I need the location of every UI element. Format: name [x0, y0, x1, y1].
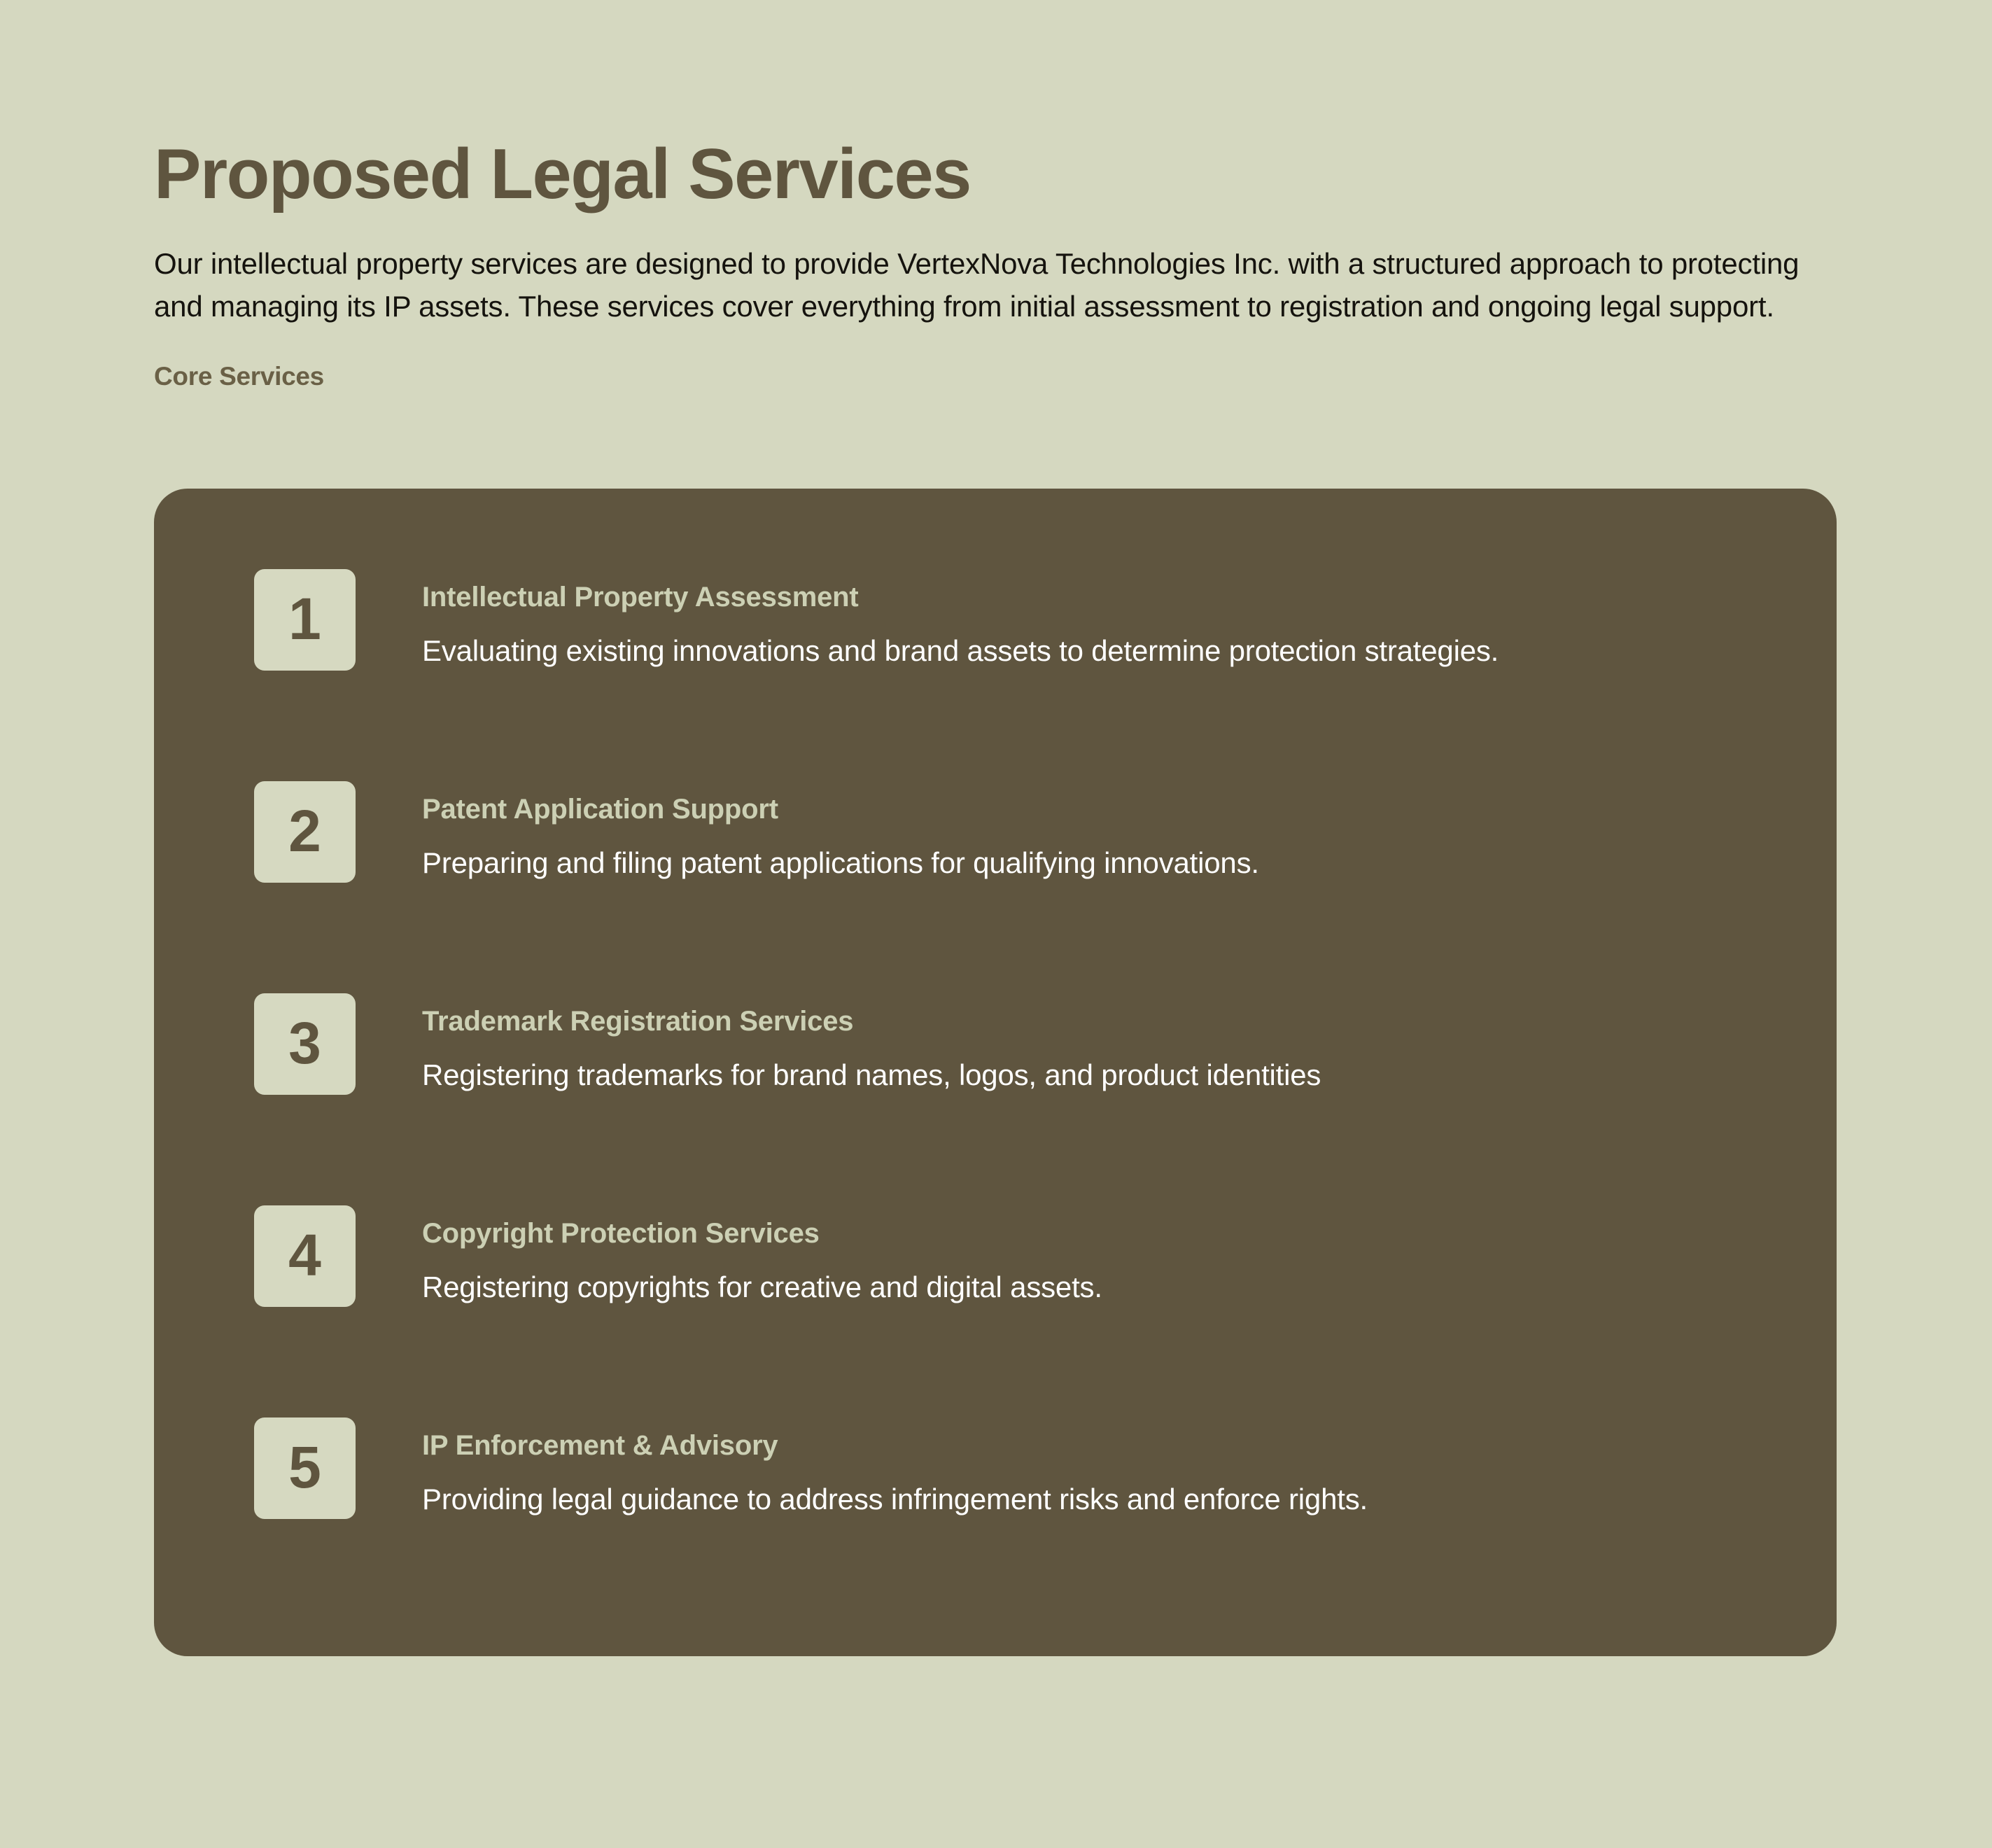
- services-list: [254, 569, 1795, 1630]
- service-text-block: [356, 993, 1795, 1095]
- list-item[interactable]: [254, 781, 1795, 993]
- intro-paragraph: Our intellectual property services are designed to provide VertexNova Technologies Inc. with a structured approach to protecting and managing its IP assets. These services cover everything from initial assessment to registration and ongoing legal support.: [154, 247, 1800, 323]
- section-label-core-services: Core Services: [154, 361, 324, 391]
- service-title: Trademark Registration Services: [422, 1006, 854, 1037]
- service-number-badge: 3: [254, 993, 356, 1095]
- service-text-block: [356, 569, 1795, 671]
- service-description: Registering trademarks for brand names, logos, and product identities: [422, 1058, 1321, 1091]
- list-item[interactable]: [254, 1418, 1795, 1630]
- list-item[interactable]: [254, 569, 1795, 781]
- header-block: [154, 0, 1838, 391]
- service-title: Copyright Protection Services: [422, 1218, 820, 1249]
- service-text-block: [356, 1205, 1795, 1307]
- service-text-block: [356, 781, 1795, 883]
- service-number-badge: 5: [254, 1418, 356, 1519]
- service-description: Preparing and filing patent applications for qualifying innovations.: [422, 846, 1259, 879]
- page-title: Proposed Legal Services: [154, 135, 971, 214]
- service-number-badge: 4: [254, 1205, 356, 1307]
- service-number-badge: 2: [254, 781, 356, 883]
- service-number-badge: 1: [254, 569, 356, 671]
- service-text-block: [356, 1418, 1795, 1519]
- core-services-card: [154, 489, 1837, 1656]
- service-description: Registering copyrights for creative and digital assets.: [422, 1270, 1102, 1303]
- service-description: Evaluating existing innovations and brand assets to determine protection strategies.: [422, 634, 1499, 667]
- service-title: IP Enforcement & Advisory: [422, 1430, 778, 1461]
- service-description: Providing legal guidance to address infringement risks and enforce rights.: [422, 1483, 1368, 1516]
- list-item[interactable]: [254, 1205, 1795, 1418]
- service-title: Intellectual Property Assessment: [422, 582, 859, 612]
- service-title: Patent Application Support: [422, 794, 778, 825]
- list-item[interactable]: [254, 993, 1795, 1205]
